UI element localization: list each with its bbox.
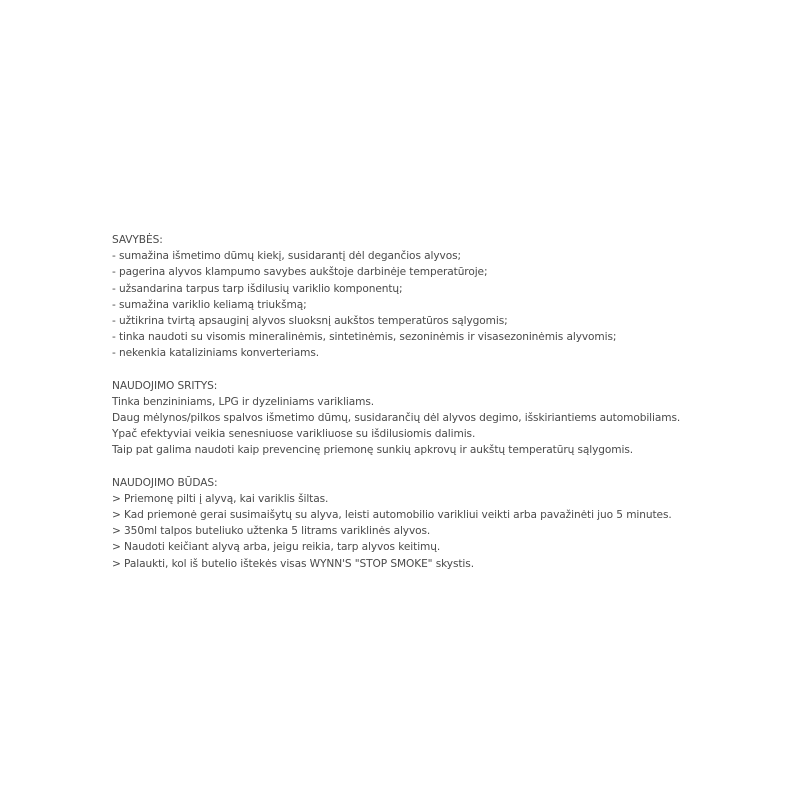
list-item: - pagerina alyvos klampumo savybes aukštoje darbinėje temperatūroje;	[112, 266, 488, 279]
list-item: - nekenkia kataliziniams konverteriams.	[112, 347, 320, 360]
section-heading: NAUDOJIMO SRITYS:	[112, 379, 218, 392]
section-heading: NAUDOJIMO BŪDAS:	[112, 476, 218, 489]
section-applications	[112, 378, 782, 459]
list-item: > 350ml talpos buteliuko užtenka 5 litrams variklinės alyvos.	[112, 525, 431, 538]
section-usage	[112, 475, 782, 572]
list-item: > Kad priemonė gerai susimaišytų su alyva, leisti automobilio varikliui veikti arba pavažinėti juo 5 minutes.	[112, 509, 672, 522]
section-heading: SAVYBĖS:	[112, 234, 163, 246]
list-item: Ypač efektyviai veikia senesniuose varikliuose su išdilusiomis dalimis.	[112, 428, 476, 441]
list-item: - tinka naudoti su visomis mineralinėmis, sintetinėmis, sezoninėmis ir visasezoninėmis alyvomis;	[112, 331, 617, 344]
list-item: Tinka benzininiams, LPG ir dyzeliniams varikliams.	[112, 395, 375, 408]
list-item: - užtikrina tvirtą apsauginį alyvos sluoksnį aukštos temperatūros sąlygomis;	[112, 315, 508, 328]
list-item: > Priemonę pilti į alyvą, kai variklis šiltas.	[112, 492, 329, 505]
list-item: Taip pat galima naudoti kaip prevencinę priemonę sunkių apkrovų ir aukštų temperatūrų sąlygomis.	[112, 444, 634, 457]
list-item: - sumažina variklio keliamą triukšmą;	[112, 298, 307, 311]
list-item: > Naudoti keičiant alyvą arba, jeigu reikia, tarp alyvos keitimų.	[112, 541, 441, 554]
list-item: Daug mėlynos/pilkos spalvos išmetimo dūmų, susidarančių dėl alyvos degimo, išskiriantiems automobiliams.	[112, 412, 681, 425]
list-item: - sumažina išmetimo dūmų kiekį, susidarantį dėl degančios alyvos;	[112, 250, 461, 263]
section-properties	[112, 232, 782, 362]
list-item: - užsandarina tarpus tarp išdilusių variklio komponentų;	[112, 282, 403, 295]
list-item: > Palaukti, kol iš butelio ištekės visas WYNN'S "STOP SMOKE" skystis.	[112, 557, 474, 570]
product-description	[112, 232, 782, 588]
